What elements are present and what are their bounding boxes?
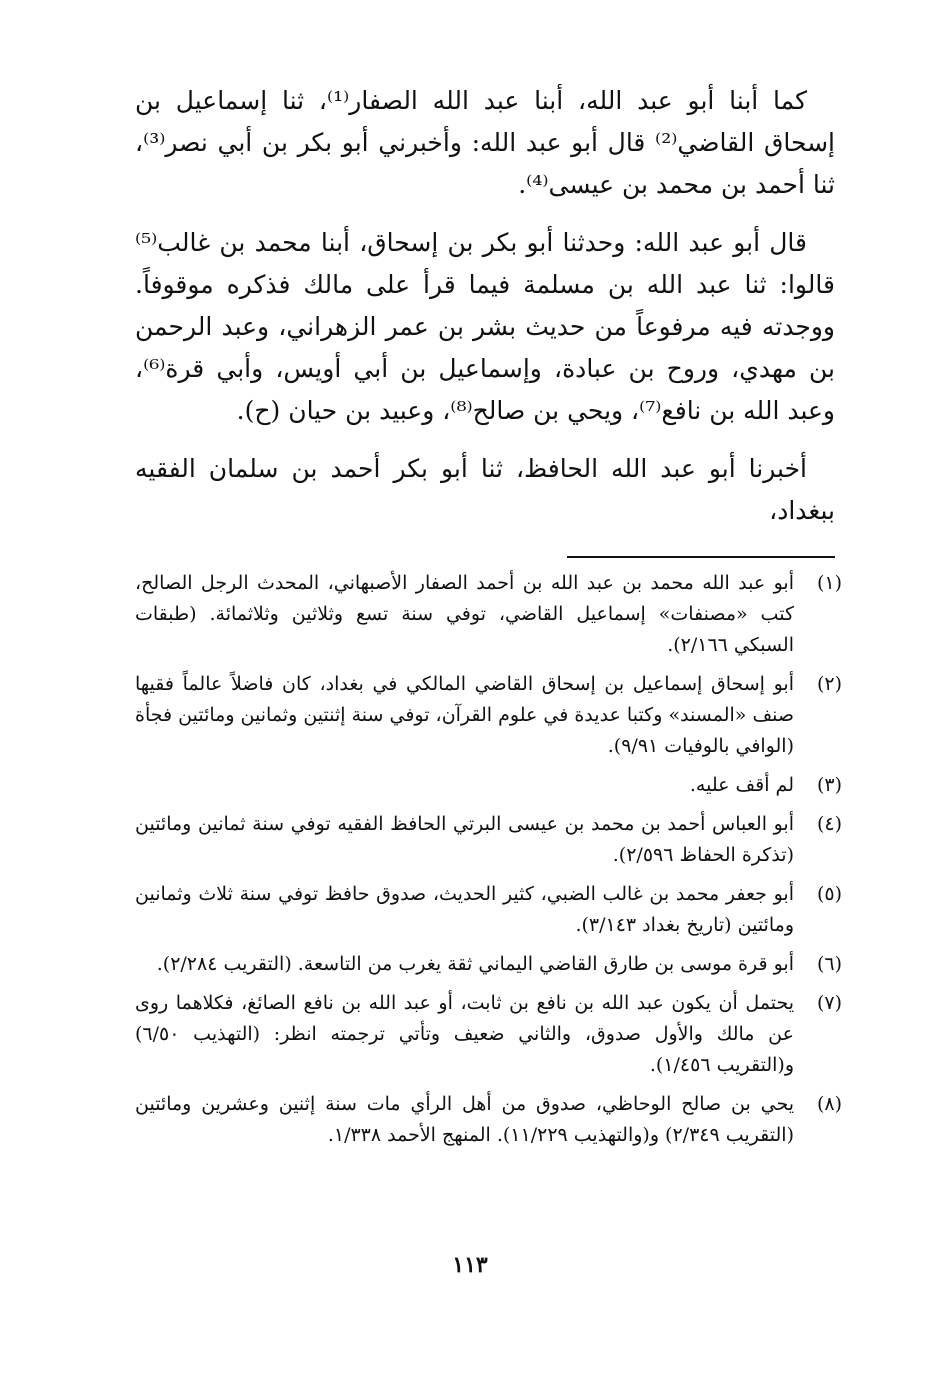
footnote-item xyxy=(135,809,842,871)
footnote-text: لم أقف عليه. xyxy=(689,774,794,796)
footnote-item xyxy=(135,669,842,762)
footnote-text: يحتمل أن يكون عبد الله بن نافع بن ثابت، أو عبد الله بن نافع الصائغ، فكلاهما روى عن مالك والأول صدوق، والثاني ضعيف وتأتي ترجمته انظر: (التهذيب ٦/٥٠) و(التقريب ١/٤٥٦). xyxy=(135,992,794,1076)
footnote-item xyxy=(135,1089,842,1151)
footnote-number: (٥) xyxy=(816,883,842,905)
footnote-text: أبو قرة موسى بن طارق القاضي اليماني ثقة يغرب من التاسعة. (التقريب ٢/٢٨٤). xyxy=(156,953,794,975)
footnote-text: يحي بن صالح الوحاظي، صدوق من أهل الرأي مات سنة إثنين وعشرين ومائتين (التقريب ٢/٣٤٩) و(والتهذيب ١١/٢٢٩). المنهج الأحمد ١/٣٣٨. xyxy=(135,1093,794,1146)
footnote-item xyxy=(135,770,842,801)
page-number: ١١٣ xyxy=(452,1252,488,1278)
footnote-number: (٧) xyxy=(816,992,842,1014)
paragraph: قال أبو عبد الله: وحدثنا أبو بكر بن إسحاق، أبنا محمد بن غالب⁽⁵⁾ قالوا: ثنا عبد الله بن مسلمة فيما قرأ على مالك فذكره موقوفاً. ووجدته فيه مرفوعاً من حديث بشر بن عمر الزهراني، وعبد الرحمن بن مهدي، وروح بن عبادة، وإسماعيل بن أبي أويس، وأبي قرة⁽⁶⁾، وعبد الله بن نافع⁽⁷⁾، ويحي بن صالح⁽⁸⁾، وعبيد بن حيان (ح). xyxy=(135,228,835,425)
footnote-divider xyxy=(567,556,835,558)
main-text xyxy=(135,80,835,548)
footnote-number: (١) xyxy=(816,572,842,594)
footnote-text: أبو إسحاق إسماعيل بن إسحاق القاضي المالكي في بغداد، كان فاضلاً عالماً فقيها صنف «المسند» وكتبا عديدة في علوم القرآن، توفي سنة إثنتين وثمانين ومائتين فجأة (الوافي بالوفيات ٩/٩١). xyxy=(135,673,794,757)
paragraph: كما أبنا أبو عبد الله، أبنا عبد الله الصفار⁽¹⁾، ثنا إسماعيل بن إسحاق القاضي⁽²⁾ قال أبو عبد الله: وأخبرني أبو بكر بن أبي نصر⁽³⁾، ثنا أحمد بن محمد بن عيسى⁽⁴⁾. xyxy=(135,86,835,199)
footnotes xyxy=(135,568,842,1159)
footnote-number: (٦) xyxy=(816,953,842,975)
footnote-item xyxy=(135,949,842,980)
footnote-text: أبو عبد الله محمد بن عبد الله بن أحمد الصفار الأصبهاني، المحدث الرجل الصالح، كتب «مصنفات» إسماعيل القاضي، توفي سنة تسع وثلاثين وثلاثمائة. (طبقات السبكي ٢/١٦٦). xyxy=(135,572,794,656)
footnote-number: (٤) xyxy=(816,813,842,835)
footnote-text: أبو العباس أحمد بن محمد بن عيسى البرتي الحافظ الفقيه توفي سنة ثمانين ومائتين (تذكرة الحفاظ ٢/٥٩٦). xyxy=(135,813,794,866)
paragraph: أخبرنا أبو عبد الله الحافظ، ثنا أبو بكر أحمد بن سلمان الفقيه ببغداد، xyxy=(135,454,835,525)
footnote-item xyxy=(135,568,842,661)
footnote-text: أبو جعفر محمد بن غالب الضبي، كثير الحديث، صدوق حافظ توفي سنة ثلاث وثمانين ومائتين (تاريخ بغداد ٣/١٤٣). xyxy=(135,883,794,936)
footnote-number: (٣) xyxy=(816,774,842,796)
footnote-number: (٢) xyxy=(816,673,842,695)
footnote-item xyxy=(135,988,842,1081)
footnote-number: (٨) xyxy=(816,1093,842,1115)
footnote-item xyxy=(135,879,842,941)
